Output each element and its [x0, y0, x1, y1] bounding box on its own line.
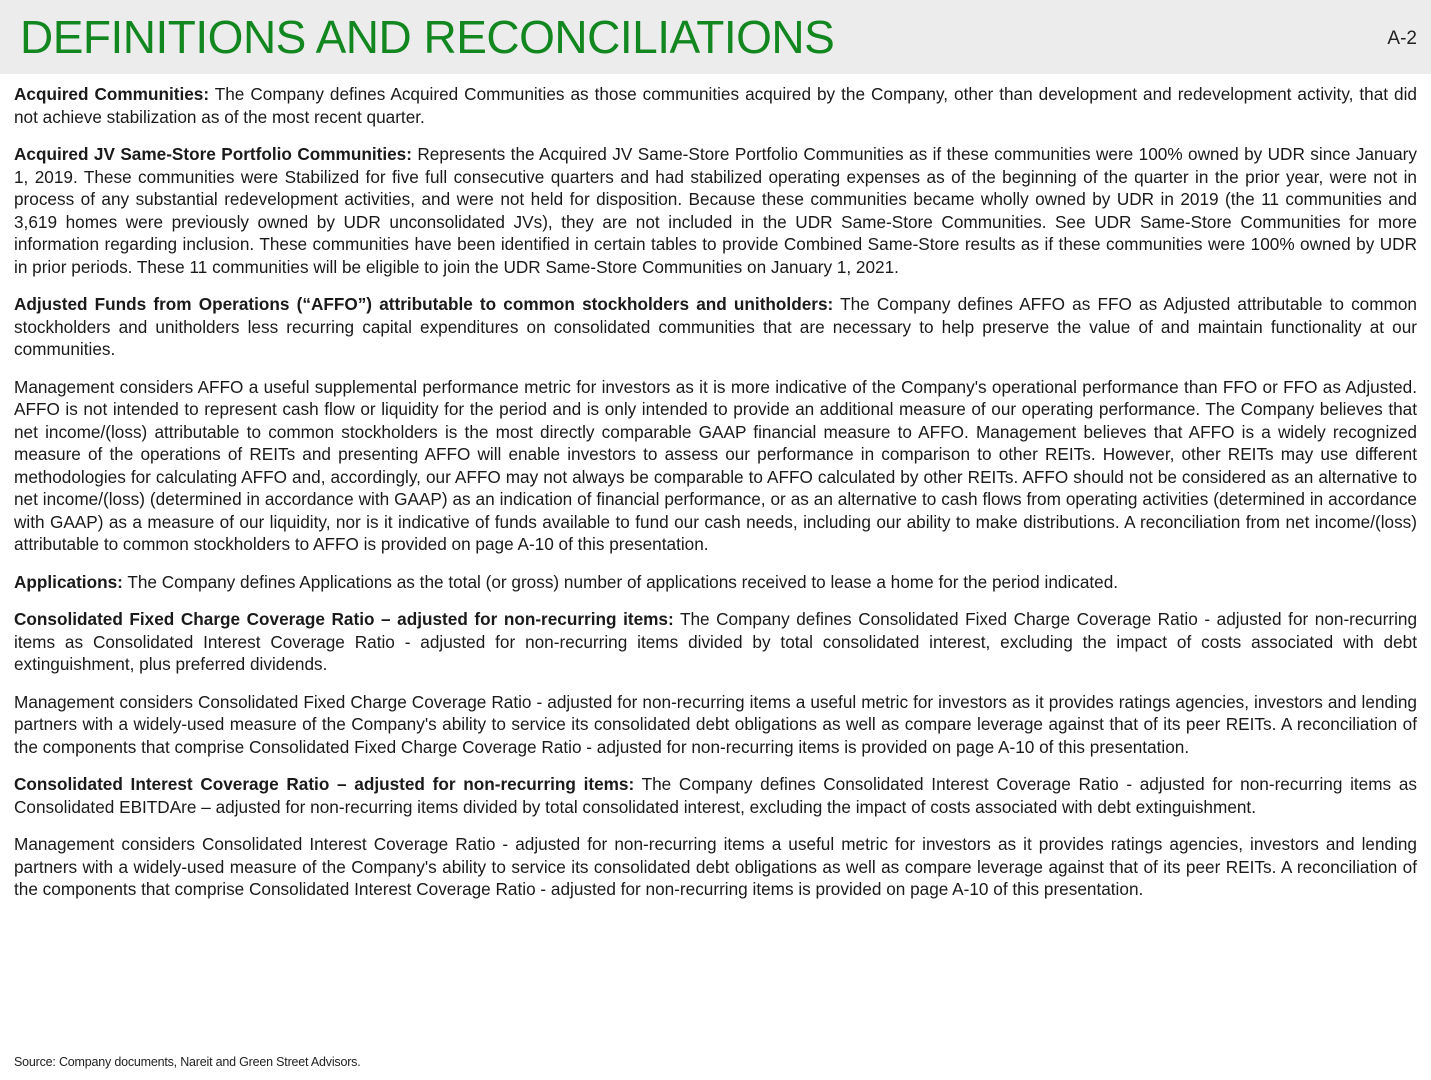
definition-term: Consolidated Fixed Charge Coverage Ratio – adjusted for non-recurring items: — [14, 609, 674, 629]
definition-text: The Company defines Applications as the total (or gross) number of applications received to lease a home for the period indicated. — [122, 571, 1119, 592]
definition-interest-coverage — [14, 773, 1417, 818]
definition-acquired-communities — [14, 83, 1417, 128]
definition-term: Acquired Communities: — [14, 84, 210, 104]
definition-text: Management considers Consolidated Interest Coverage Ratio - adjusted for non-recurring items a useful metric for investors as it provides ratings agencies, investors and lending partners with a widely-used measure of the Company's ability to service its consolidated debt obligations as well as compare leverage against that of its peer REITs. A reconciliation of the components that comprise Consolidated Interest Coverage Ratio - adjusted for non-recurring items is provided on page A-10 of this presentation. — [14, 834, 1417, 899]
definition-term: Adjusted Funds from Operations (“AFFO”) attributable to common stockholders and unitholders: — [14, 294, 834, 314]
definitions-body — [14, 83, 1417, 916]
page-title: DEFINITIONS AND RECONCILIATIONS — [20, 11, 835, 63]
definition-fixed-charge-coverage — [14, 608, 1417, 676]
definition-text: The Company defines Consolidated Interest Coverage Ratio - adjusted for non-recurring items as Consolidated EBITDAre – adjusted for non-recurring items divided by total consolidated interest, excluding the impact of costs associated with debt extinguishment. — [14, 774, 1417, 817]
definition-text: The Company defines AFFO as FFO as Adjusted attributable to common stockholders and unitholders less recurring capital expenditures on consolidated communities that are necessary to help preserve the value of and maintain functionality at our communities. — [14, 294, 1417, 359]
page-number: A-2 — [1387, 28, 1417, 49]
definition-term: Acquired JV Same-Store Portfolio Communities: — [14, 144, 412, 164]
header-bar — [0, 0, 1431, 74]
definition-text: Management considers AFFO a useful supplemental performance metric for investors as it is more indicative of the Company's operational performance than FFO or FFO as Adjusted. AFFO is not intended to represent cash flow or liquidity for the period and is only intended to provide an additional measure of our operating performance. The Company believes that net income/(loss) attributable to common stockholders is the most directly comparable GAAP financial measure to AFFO. Management believes that AFFO is a widely recognized measure of the operations of REITs and presenting AFFO will enable investors to assess our performance in comparison to other REITs. However, other REITs may use different methodologies for calculating AFFO and, accordingly, our AFFO may not always be comparable to AFFO calculated by other REITs. AFFO should not be considered as an alternative to net income/(loss) (determined in accordance with GAAP) as an indication of financial performance, or as an alternative to cash flows from operating activities (determined in accordance with GAAP) as a measure of our liquidity, nor is it indicative of funds available to fund our cash needs, including our ability to make distributions. A reconciliation from net income/(loss) attributable to common stockholders to AFFO is provided on page A-10 of this presentation. — [14, 376, 1417, 554]
interest-coverage-management-note — [14, 833, 1417, 901]
affo-management-note — [14, 376, 1417, 556]
definition-affo — [14, 293, 1417, 361]
definition-applications — [14, 571, 1417, 594]
definition-term: Consolidated Interest Coverage Ratio – adjusted for non-recurring items: — [14, 774, 635, 794]
definition-term: Applications: — [14, 571, 123, 592]
definition-text: The Company defines Acquired Communities as those communities acquired by the Company, other than development and redevelopment activity, that did not achieve stabilization as of the most recent quarter. — [14, 84, 1417, 127]
definition-text: Management considers Consolidated Fixed Charge Coverage Ratio - adjusted for non-recurring items a useful metric for investors as it provides ratings agencies, investors and lending partners with a widely-used measure of the Company's ability to service its consolidated debt obligations as well as compare leverage against that of its peer REITs. A reconciliation of the components that comprise Consolidated Fixed Charge Coverage Ratio - adjusted for non-recurring items is provided on page A-10 of this presentation. — [14, 691, 1417, 757]
definition-text: Represents the Acquired JV Same-Store Portfolio Communities as if these communities were 100% owned by UDR since January 1, 2019. These communities were Stabilized for five full consecutive quarters and had stabilized operating expenses as of the beginning of the quarter in the prior year, were not in process of any substantial redevelopment activities, and were not held for disposition. Because these communities became wholly owned by UDR in 2019 (the 11 communities and 3,619 homes were previously owned by UDR unconsolidated JVs), they are not included in the UDR Same-Store Communities. See UDR Same-Store Communities for more information regarding inclusion. These communities have been identified in certain tables to provide Combined Same-Store results as if these communities were 100% owned by UDR in prior periods. These 11 communities will be eligible to join the UDR Same-Store Communities on January 1, 2021. — [14, 144, 1417, 277]
source-footnote: Source: Company documents, Nareit and Green Street Advisors. — [14, 1055, 361, 1069]
definition-text: The Company defines Consolidated Fixed Charge Coverage Ratio - adjusted for non-recurring items as Consolidated Interest Coverage Ratio - adjusted for non-recurring items divided by total consolidated interest, excluding the impact of costs associated with debt extinguishment, plus preferred dividends. — [14, 609, 1418, 674]
definition-acquired-jv-same-store — [14, 143, 1417, 278]
fixed-charge-management-note — [14, 691, 1417, 759]
